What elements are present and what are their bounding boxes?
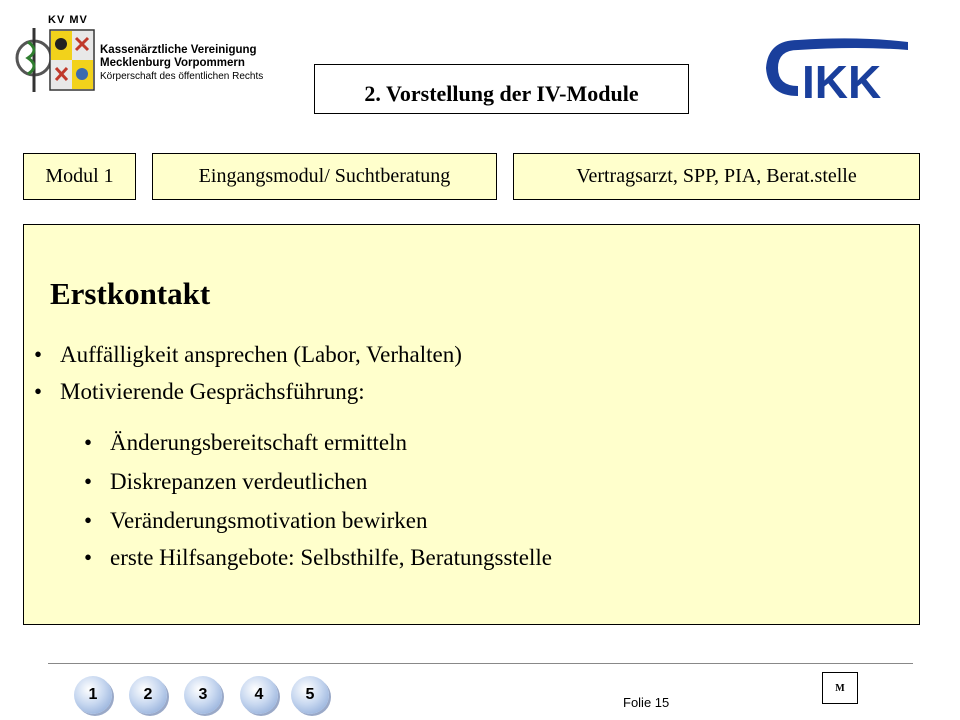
bullet-dot: •	[84, 545, 93, 570]
sub-bullet-text: Diskrepanzen verdeutlichen	[110, 469, 368, 494]
ikk-logo-text: IKK	[802, 56, 882, 104]
kv-line1: Kassenärztliche Vereinigung	[100, 44, 257, 56]
module-name: Eingangsmodul/ Suchtberatung	[198, 165, 451, 187]
sub-bullet-text: Veränderungsmotivation bewirken	[110, 508, 428, 533]
bullet-item	[34, 342, 462, 368]
ikk-logo	[758, 32, 926, 104]
kv-mv-text	[100, 44, 263, 83]
nav-button-2[interactable]: 2	[129, 676, 167, 714]
sub-bullet-item	[84, 508, 427, 534]
slide-title	[314, 64, 689, 114]
bullet-dot: •	[34, 379, 43, 404]
sub-bullet-text: erste Hilfsangebote: Selbsthilfe, Beratungsstelle	[110, 545, 552, 570]
bullet-dot: •	[84, 508, 93, 533]
menu-button[interactable]: M	[822, 672, 858, 704]
content-heading: Erstkontakt	[50, 276, 211, 311]
slide-number: Folie 15	[623, 695, 670, 710]
module-name-box	[152, 153, 497, 200]
slide-title-text: 2. Vorstellung der IV-Module	[364, 81, 639, 106]
bullet-text: Auffälligkeit ansprechen (Labor, Verhalten)	[60, 342, 462, 367]
module-label: Modul 1	[45, 165, 114, 187]
kv-line2: Mecklenburg Vorpommern	[100, 57, 245, 69]
module-providers: Vertragsarzt, SPP, PIA, Berat.stelle	[576, 165, 857, 187]
module-providers-box	[513, 153, 920, 200]
sub-bullet-item	[84, 430, 407, 456]
bullet-text: Motivierende Gesprächsführung:	[60, 379, 365, 404]
nav-button-1[interactable]: 1	[74, 676, 112, 714]
coat-of-arms-icon	[14, 22, 98, 96]
sub-bullet-item	[84, 469, 367, 495]
bullet-dot: •	[84, 430, 93, 455]
bullet-dot: •	[84, 469, 93, 494]
kv-mv-abbr: KV MV	[48, 14, 88, 26]
footer-divider	[48, 663, 913, 664]
nav-button-3[interactable]: 3	[184, 676, 222, 714]
kv-mv-logo	[14, 14, 264, 92]
sub-bullet-text: Änderungsbereitschaft ermitteln	[110, 430, 407, 455]
sub-bullet-item	[84, 545, 552, 571]
bullet-item	[34, 379, 365, 405]
nav-button-5[interactable]: 5	[291, 676, 329, 714]
kv-line3: Körperschaft des öffentlichen Rechts	[100, 71, 264, 82]
module-label-box	[23, 153, 136, 200]
nav-button-4[interactable]: 4	[240, 676, 278, 714]
bullet-dot: •	[34, 342, 43, 367]
